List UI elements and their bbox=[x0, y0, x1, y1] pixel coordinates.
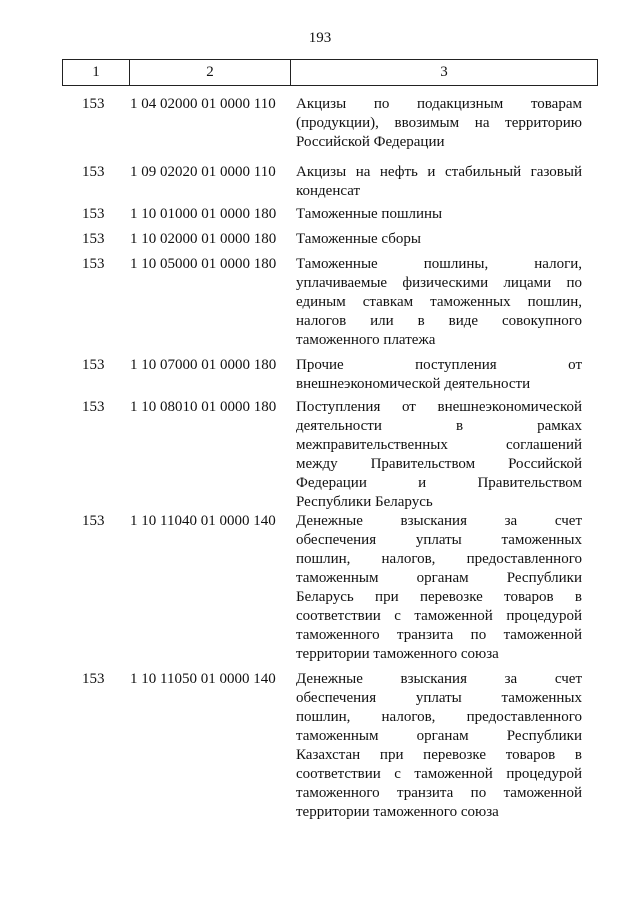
budget-classification-code: 1 10 05000 01 0000 180 bbox=[130, 256, 277, 272]
budget-classification-code: 1 10 07000 01 0000 180 bbox=[130, 357, 277, 373]
description-line: таможенного транзита по таможенной bbox=[296, 627, 582, 643]
income-description bbox=[296, 95, 582, 152]
description-line: Федерации и Правительством bbox=[296, 475, 582, 491]
budget-classification-code: 1 09 02020 01 0000 110 bbox=[130, 164, 276, 180]
admin-code: 153 bbox=[82, 231, 105, 247]
header-col-2: 2 bbox=[130, 60, 291, 85]
description-line: Таможенные пошлины bbox=[296, 206, 443, 222]
admin-code: 153 bbox=[82, 256, 105, 272]
description-line: таможенного платежа bbox=[296, 332, 436, 348]
description-line: территории таможенного союза bbox=[296, 646, 499, 662]
income-description bbox=[296, 205, 582, 224]
description-line: налогов или в виде совокупного bbox=[296, 313, 582, 329]
description-line: соответствии с таможенной процедурой bbox=[296, 608, 582, 624]
description-line: Казахстан при перевозке товаров в bbox=[296, 747, 582, 763]
budget-classification-code: 1 04 02000 01 0000 110 bbox=[130, 96, 276, 112]
budget-classification-code: 1 10 08010 01 0000 180 bbox=[130, 399, 277, 415]
admin-code: 153 bbox=[82, 671, 105, 687]
description-line: обеспечения уплаты таможенных bbox=[296, 690, 582, 706]
admin-code: 153 bbox=[82, 164, 105, 180]
description-line: Республики Беларусь bbox=[296, 494, 433, 510]
admin-code: 153 bbox=[82, 357, 105, 373]
description-line: Акцизы по подакцизным товарам bbox=[296, 96, 582, 112]
description-line: межправительственных соглашений bbox=[296, 437, 582, 453]
admin-code: 153 bbox=[82, 96, 105, 112]
description-line: территории таможенного союза bbox=[296, 804, 499, 820]
description-line: деятельности в рамках bbox=[296, 418, 582, 434]
description-line: обеспечения уплаты таможенных bbox=[296, 532, 582, 548]
description-line: конденсат bbox=[296, 183, 361, 199]
income-description bbox=[296, 255, 582, 350]
budget-classification-code: 1 10 02000 01 0000 180 bbox=[130, 231, 277, 247]
header-col-1: 1 bbox=[63, 60, 130, 85]
admin-code: 153 bbox=[82, 513, 105, 529]
description-line: таможенным органам Республики bbox=[296, 728, 582, 744]
description-line: Денежные взыскания за счет bbox=[296, 513, 582, 529]
description-line: Таможенные пошлины, налоги, bbox=[296, 256, 582, 272]
description-line: единым ставкам таможенных пошлин, bbox=[296, 294, 582, 310]
description-line: между Правительством Российской bbox=[296, 456, 582, 472]
income-description bbox=[296, 670, 582, 822]
description-line: Российской Федерации bbox=[296, 134, 445, 150]
page-number: 193 bbox=[308, 30, 332, 46]
income-description bbox=[296, 163, 582, 201]
description-line: пошлин, налогов, предоставленного bbox=[296, 709, 582, 725]
budget-classification-code: 1 10 01000 01 0000 180 bbox=[130, 206, 277, 222]
admin-code: 153 bbox=[82, 399, 105, 415]
admin-code: 153 bbox=[82, 206, 105, 222]
description-line: Поступления от внешнеэкономической bbox=[296, 399, 582, 415]
description-line: уплачиваемые физическими лицами по bbox=[296, 275, 582, 291]
budget-classification-code: 1 10 11040 01 0000 140 bbox=[130, 513, 276, 529]
budget-classification-code: 1 10 11050 01 0000 140 bbox=[130, 671, 276, 687]
income-description bbox=[296, 398, 582, 512]
income-description bbox=[296, 512, 582, 664]
description-line: таможенным органам Республики bbox=[296, 570, 582, 586]
description-line: Акцизы на нефть и стабильный газовый bbox=[296, 164, 582, 180]
income-description bbox=[296, 356, 582, 394]
description-line: пошлин, налогов, предоставленного bbox=[296, 551, 582, 567]
description-line: Беларусь при перевозке товаров в bbox=[296, 589, 582, 605]
header-col-3: 3 bbox=[440, 64, 448, 80]
description-line: Денежные взыскания за счет bbox=[296, 671, 582, 687]
table-header bbox=[62, 59, 598, 86]
description-line: (продукции), ввозимым на территорию bbox=[296, 115, 582, 131]
description-line: таможенного транзита по таможенной bbox=[296, 785, 582, 801]
description-line: внешнеэкономической деятельности bbox=[296, 376, 531, 392]
income-description bbox=[296, 230, 582, 249]
description-line: соответствии с таможенной процедурой bbox=[296, 766, 582, 782]
description-line: Прочие поступления от bbox=[296, 357, 582, 373]
description-line: Таможенные сборы bbox=[296, 231, 421, 247]
